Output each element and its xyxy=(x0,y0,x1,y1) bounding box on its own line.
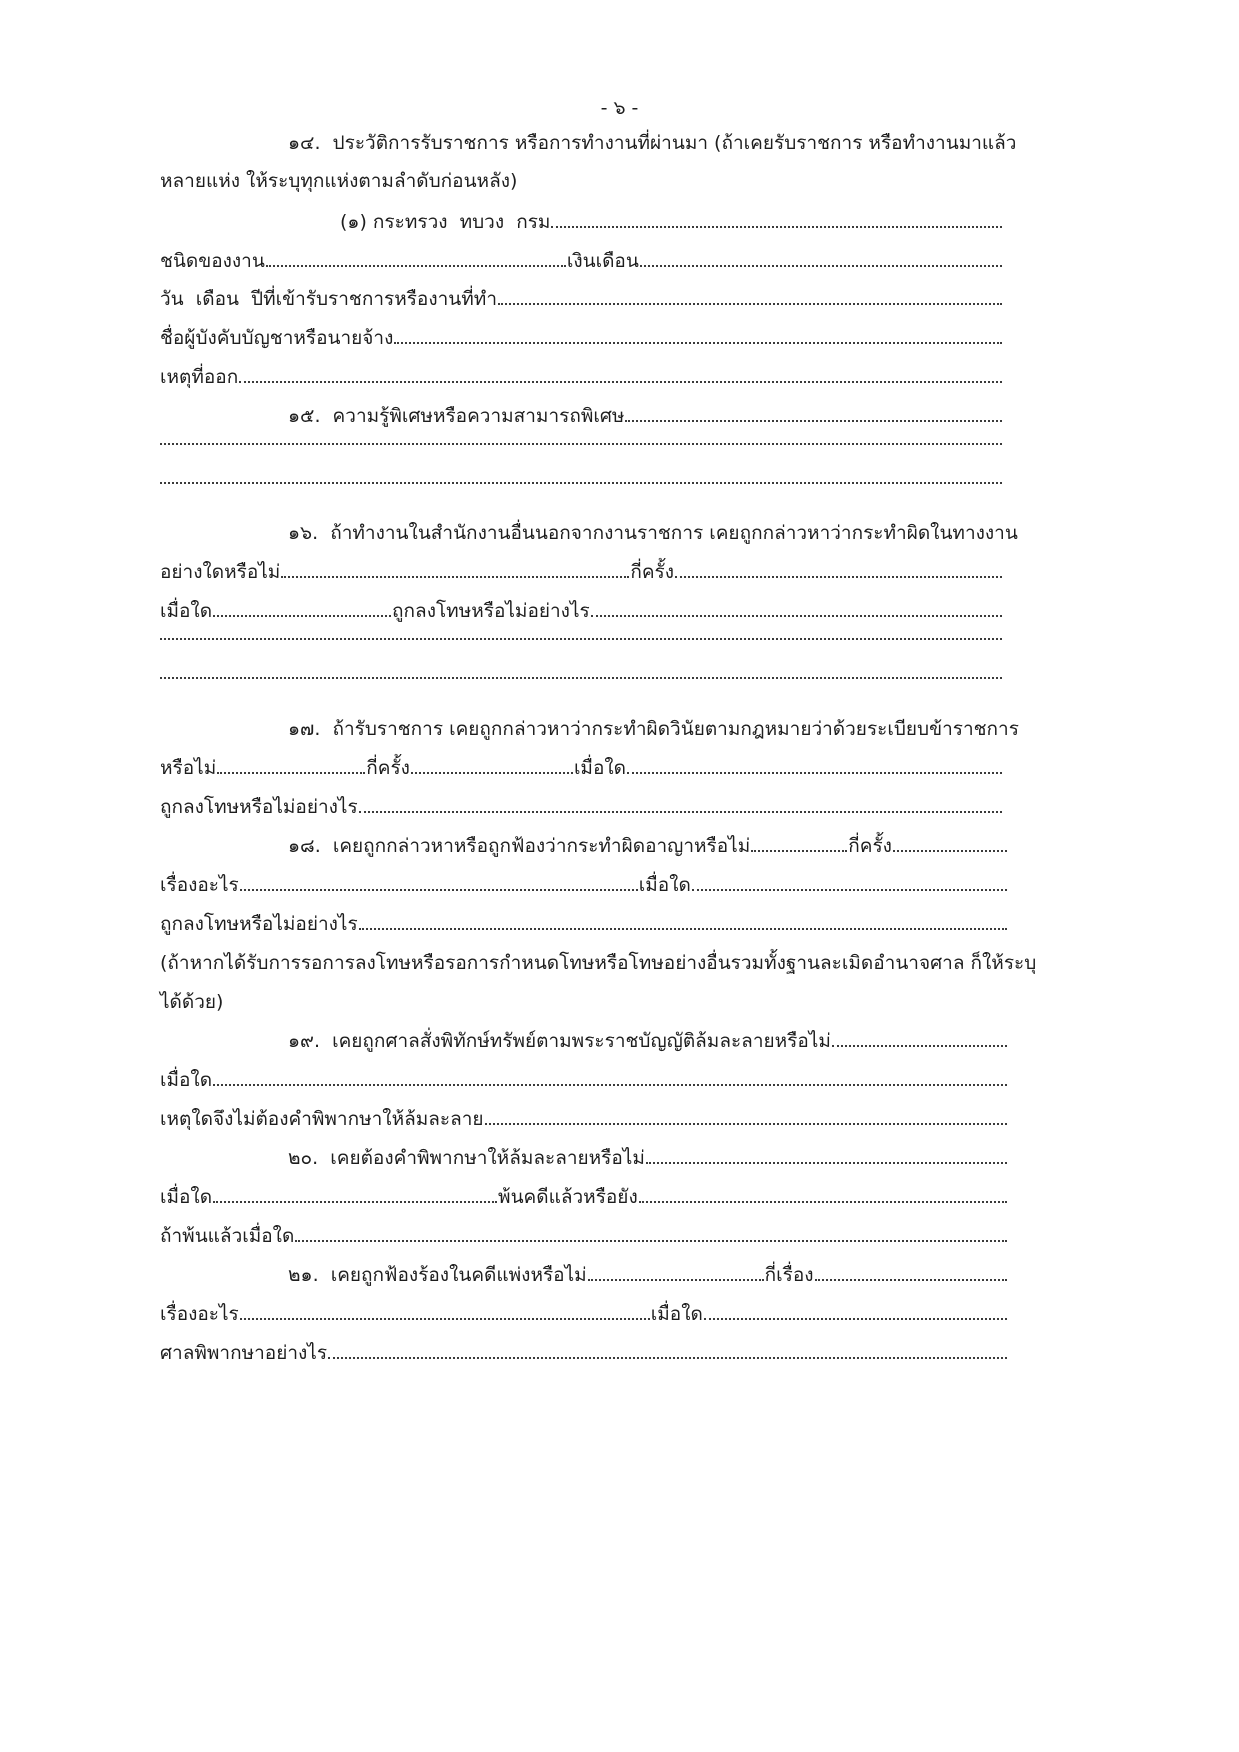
form-line-28 xyxy=(160,1184,1008,1210)
field-label: เรื่องอะไร xyxy=(160,1303,239,1325)
form-line-11 xyxy=(288,520,1018,546)
field-label: อย่างใดหรือไม่ xyxy=(160,561,281,583)
field-label: ถูกลงโทษหรือไม่อย่างไร xyxy=(392,600,590,622)
form-line-8 xyxy=(288,403,1003,429)
dotted-answer-field[interactable] xyxy=(217,771,365,774)
field-label: ศาลพิพากษาอย่างไร xyxy=(160,1342,328,1364)
form-line-25 xyxy=(160,1067,1008,1093)
form-line-1 xyxy=(288,130,1017,156)
field-label: กี่ครั้ง xyxy=(366,757,410,779)
field-label: ถูกลงโทษหรือไม่อย่างไร xyxy=(160,796,358,818)
form-line-14 xyxy=(160,637,1003,663)
field-label: (๑) กระทรวง ทบวง กรม xyxy=(340,211,551,233)
field-label: วัน เดือน ปีที่เข้ารับราชการหรืองานที่ทำ xyxy=(160,288,497,310)
field-label: กี่เรื่อง xyxy=(764,1264,814,1286)
dotted-answer-field[interactable] xyxy=(815,1278,1007,1281)
field-label: ๑๔. ประวัติการรับราชการ หรือการทำงานที่ผ่านมา (ถ้าเคยรับราชการ หรือทำงานมาแล้ว xyxy=(288,132,1017,154)
form-line-17 xyxy=(160,755,1003,781)
dotted-answer-field[interactable] xyxy=(692,888,1007,891)
dotted-answer-field[interactable] xyxy=(160,637,1002,640)
dotted-answer-field[interactable] xyxy=(625,419,1002,422)
field-label: (ถ้าหากได้รับการรอการลงโทษหรือรอการกำหนดโทษหรือโทษอย่างอื่นรวมทั้งฐานละเมิดอำนาจศาล ก็ให้ระบุ xyxy=(160,952,1037,974)
form-line-12 xyxy=(160,559,1003,585)
form-line-15 xyxy=(160,676,1003,702)
form-line-7 xyxy=(160,364,1003,390)
form-line-18 xyxy=(160,794,1003,820)
dotted-answer-field[interactable] xyxy=(832,1044,1007,1047)
form-line-29 xyxy=(160,1223,1008,1249)
field-label: พ้นคดีแล้วหรือยัง xyxy=(498,1186,638,1208)
dotted-answer-field[interactable] xyxy=(281,575,629,578)
dotted-answer-field[interactable] xyxy=(588,1278,764,1281)
form-line-20 xyxy=(160,872,1008,898)
form-line-3 xyxy=(340,209,1003,235)
field-label: เหตุใดจึงไม่ต้องคำพิพากษาให้ล้มละลาย xyxy=(160,1108,484,1130)
form-line-6 xyxy=(160,325,1003,351)
form-line-13 xyxy=(160,598,1003,624)
dotted-answer-field[interactable] xyxy=(160,442,1002,445)
dotted-answer-field[interactable] xyxy=(640,264,1002,267)
field-label: เมื่อใด xyxy=(160,1069,213,1091)
dotted-answer-field[interactable] xyxy=(213,1200,497,1203)
dotted-answer-field[interactable] xyxy=(213,614,391,617)
field-label: ๒๐. เคยต้องคำพิพากษาให้ล้มละลายหรือไม่ xyxy=(288,1147,645,1169)
dotted-answer-field[interactable] xyxy=(485,1122,1007,1125)
dotted-answer-field[interactable] xyxy=(160,481,1002,484)
field-label: ได้ด้วย) xyxy=(160,991,224,1013)
form-line-24 xyxy=(288,1028,1008,1054)
field-label: เมื่อใด xyxy=(650,1303,703,1325)
form-line-10 xyxy=(160,481,1003,507)
form-line-26 xyxy=(160,1106,1008,1132)
field-label: กี่ครั้ง xyxy=(848,835,892,857)
field-label: ๑๗. ถ้ารับราชการ เคยถูกกล่าวหาว่ากระทำผิดวินัยตามกฎหมายว่าด้วยระเบียบข้าราชการ xyxy=(288,718,1019,740)
dotted-answer-field[interactable] xyxy=(359,810,1002,813)
dotted-answer-field[interactable] xyxy=(498,302,1002,305)
field-label: หรือไม่ xyxy=(160,757,217,779)
field-label: หลายแห่ง ให้ระบุทุกแห่งตามลำดับก่อนหลัง) xyxy=(160,170,518,192)
dotted-answer-field[interactable] xyxy=(751,849,847,852)
form-line-21 xyxy=(160,911,1008,937)
dotted-answer-field[interactable] xyxy=(627,771,1002,774)
form-line-4 xyxy=(160,248,1003,274)
dotted-answer-field[interactable] xyxy=(213,1083,1007,1086)
dotted-answer-field[interactable] xyxy=(359,927,1007,930)
field-label: เหตุที่ออก xyxy=(160,366,239,388)
dotted-answer-field[interactable] xyxy=(160,676,1002,679)
dotted-answer-field[interactable] xyxy=(266,264,566,267)
form-line-27 xyxy=(288,1145,1008,1171)
field-label: ชนิดของงาน xyxy=(160,250,265,272)
dotted-answer-field[interactable] xyxy=(394,341,1002,344)
field-label: ถูกลงโทษหรือไม่อย่างไร xyxy=(160,913,358,935)
form-line-23 xyxy=(160,989,1003,1015)
dotted-answer-field[interactable] xyxy=(646,1161,1007,1164)
field-label: ชื่อผู้บังคับบัญชาหรือนายจ้าง xyxy=(160,327,394,349)
dotted-answer-field[interactable] xyxy=(704,1317,1007,1320)
dotted-answer-field[interactable] xyxy=(675,575,1002,578)
form-line-5 xyxy=(160,286,1003,312)
field-label: เงินเดือน xyxy=(566,250,639,272)
form-line-22 xyxy=(160,950,1037,976)
field-label: ๑๙. เคยถูกศาลสั่งพิทักษ์ทรัพย์ตามพระราชบัญญัติล้มละลายหรือไม่ xyxy=(288,1030,831,1052)
field-label: ถ้าพ้นแล้วเมื่อใด xyxy=(160,1225,295,1247)
field-label: ๑๘. เคยถูกกล่าวหาหรือถูกฟ้องว่ากระทำผิดอาญาหรือไม่ xyxy=(288,835,751,857)
form-line-9 xyxy=(160,442,1003,468)
field-label: เมื่อใด xyxy=(573,757,626,779)
field-label: ๒๑. เคยถูกฟ้องร้องในคดีแพ่งหรือไม่ xyxy=(288,1264,587,1286)
dotted-answer-field[interactable] xyxy=(240,888,638,891)
dotted-answer-field[interactable] xyxy=(893,849,1007,852)
field-label: ๑๕. ความรู้พิเศษหรือความสามารถพิเศษ xyxy=(288,405,625,427)
dotted-answer-field[interactable] xyxy=(411,771,573,774)
dotted-answer-field[interactable] xyxy=(639,1200,1007,1203)
form-line-19 xyxy=(288,833,1008,859)
dotted-answer-field[interactable] xyxy=(239,380,1002,383)
dotted-answer-field[interactable] xyxy=(295,1239,1007,1242)
field-label: ๑๖. ถ้าทำงานในสำนักงานอื่นนอกจากงานราชการ เคยถูกกล่าวหาว่ากระทำผิดในทางงาน xyxy=(288,522,1018,544)
form-line-16 xyxy=(288,716,1019,742)
dotted-answer-field[interactable] xyxy=(240,1317,650,1320)
form-line-2 xyxy=(160,168,1003,194)
page-number: - ๖ - xyxy=(600,97,639,119)
dotted-answer-field[interactable] xyxy=(551,225,1002,228)
field-label: กี่ครั้ง xyxy=(630,561,675,583)
dotted-answer-field[interactable] xyxy=(328,1356,1007,1359)
form-line-32 xyxy=(160,1340,1008,1366)
dotted-answer-field[interactable] xyxy=(591,614,1002,617)
form-line-31 xyxy=(160,1301,1008,1327)
field-label: เมื่อใด xyxy=(160,600,213,622)
field-label: เมื่อใด xyxy=(160,1186,213,1208)
field-label: เมื่อใด xyxy=(638,874,691,896)
form-line-30 xyxy=(288,1262,1008,1288)
field-label: เรื่องอะไร xyxy=(160,874,239,896)
